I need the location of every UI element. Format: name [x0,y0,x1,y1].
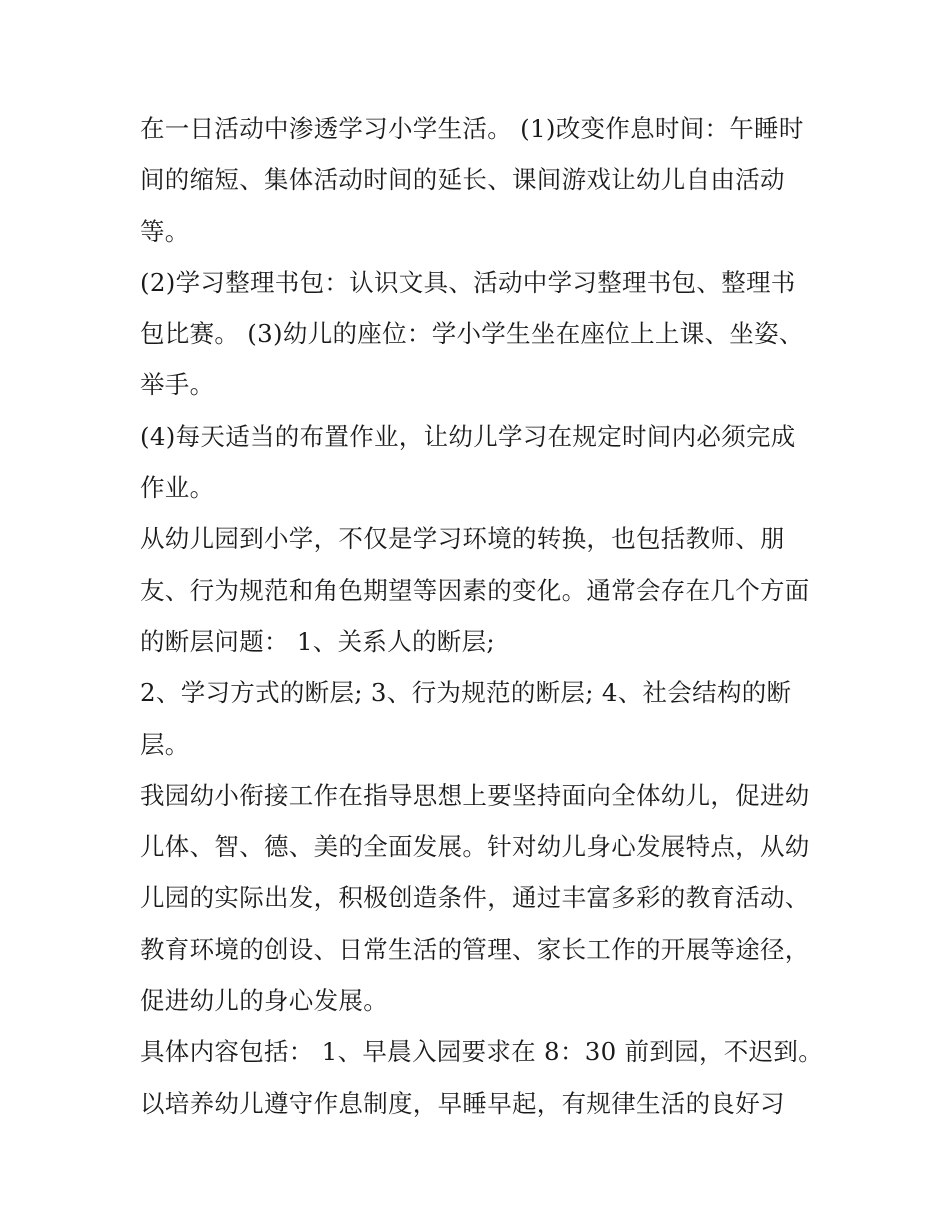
text-line: 我园幼小衔接工作在指导思想上要坚持面向全体幼儿，促进幼 [140,780,810,810]
text-line: 儿体、智、德、美的全面发展。针对幼儿身心发展特点，从幼 [140,832,810,862]
text-line: 促进幼儿的身心发展。 [140,986,388,1016]
text-line: 教育环境的创设、日常生活的管理、家长工作的开展等途径， [140,934,810,964]
text-line: 儿园的实际出发，积极创造条件，通过丰富多彩的教育活动、 [140,883,810,913]
text-line: 具体内容包括： 1、早晨入园要求在 8：30 前到园，不迟到。 [140,1037,824,1067]
text-line: (4)每天适当的布置作业，让幼儿学习在规定时间内必须完成 [140,421,796,451]
text-line: 友、行为规范和角色期望等因素的变化。通常会存在几个方面 [140,575,810,605]
text-line: 从幼儿园到小学，不仅是学习环境的转换，也包括教师、朋 [140,524,785,554]
document-body [140,103,830,1129]
text-line: 举手。 [140,370,215,400]
text-line: 以培养幼儿遵守作息制度，早睡早起，有规律生活的良好习 [140,1088,785,1118]
text-line: 作业。 [140,473,215,503]
text-line: 2、学习方式的断层; 3、行为规范的断层; 4、社会结构的断 [140,678,792,708]
text-line: 层。 [140,729,190,759]
text-line: 间的缩短、集体活动时间的延长、课间游戏让幼儿自由活动 [140,165,785,195]
text-line: 包比赛。 (3)幼儿的座位：学小学生坐在座位上上课、坐姿、 [140,319,804,349]
text-line: 的断层问题： 1、关系人的断层; [140,626,495,656]
text-line: (2)学习整理书包：认识文具、活动中学习整理书包、整理书 [140,267,796,297]
text-line: 在一日活动中渗透学习小学生活。 (1)改变作息时间：午睡时 [140,114,804,143]
text-line: 等。 [140,216,190,246]
